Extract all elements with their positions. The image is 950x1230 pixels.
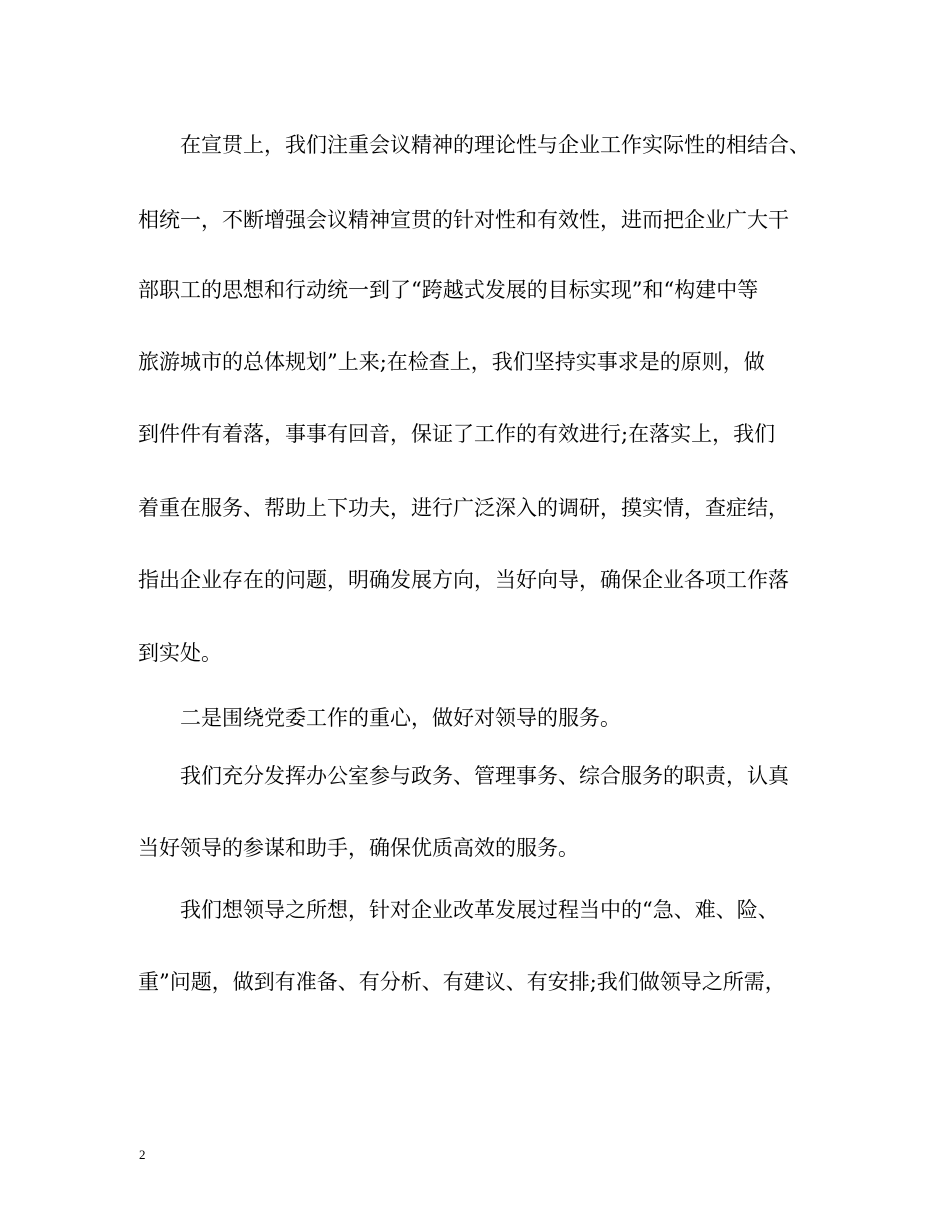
text-line-5: 到件件有着落，事事有回音，保证了工作的有效进行;在落实上，我们 (138, 422, 776, 446)
text-line-4: 旅游城市的总体规划”上来;在检查上，我们坚持实事求是的原则，做 (138, 350, 765, 374)
text-line-9: 二是围绕党委工作的重心，做好对领导的服务。 (180, 706, 621, 730)
text-line-11: 当好领导的参谋和助手，确保优质高效的服务。 (138, 836, 579, 860)
text-line-1: 在宣贯上，我们注重会议精神的理论性与企业工作实际性的相结合、 (180, 133, 810, 157)
text-line-7: 指出企业存在的问题，明确发展方向，当好向导，确保企业各项工作落 (138, 568, 789, 592)
text-line-2: 相统一，不断增强会议精神宣贯的针对性和有效性，进而把企业广大干 (138, 208, 789, 232)
page-number: 2 (139, 1147, 146, 1162)
text-line-3: 部职工的思想和行动统一到了“跨越式发展的目标实现”和“构建中等 (138, 278, 759, 302)
text-line-10: 我们充分发挥办公室参与政务、管理事务、综合服务的职责，认真 (180, 764, 789, 788)
text-line-13: 重”问题，做到有准备、有分析、有建议、有安排;我们做领导之所需， (138, 970, 786, 994)
text-line-12: 我们想领导之所想，针对企业改革发展过程当中的“急、难、险、 (180, 898, 779, 922)
text-line-6: 着重在服务、帮助上下功夫，进行广泛深入的调研，摸实情，查症结， (138, 496, 789, 520)
text-line-8: 到实处。 (138, 641, 222, 665)
